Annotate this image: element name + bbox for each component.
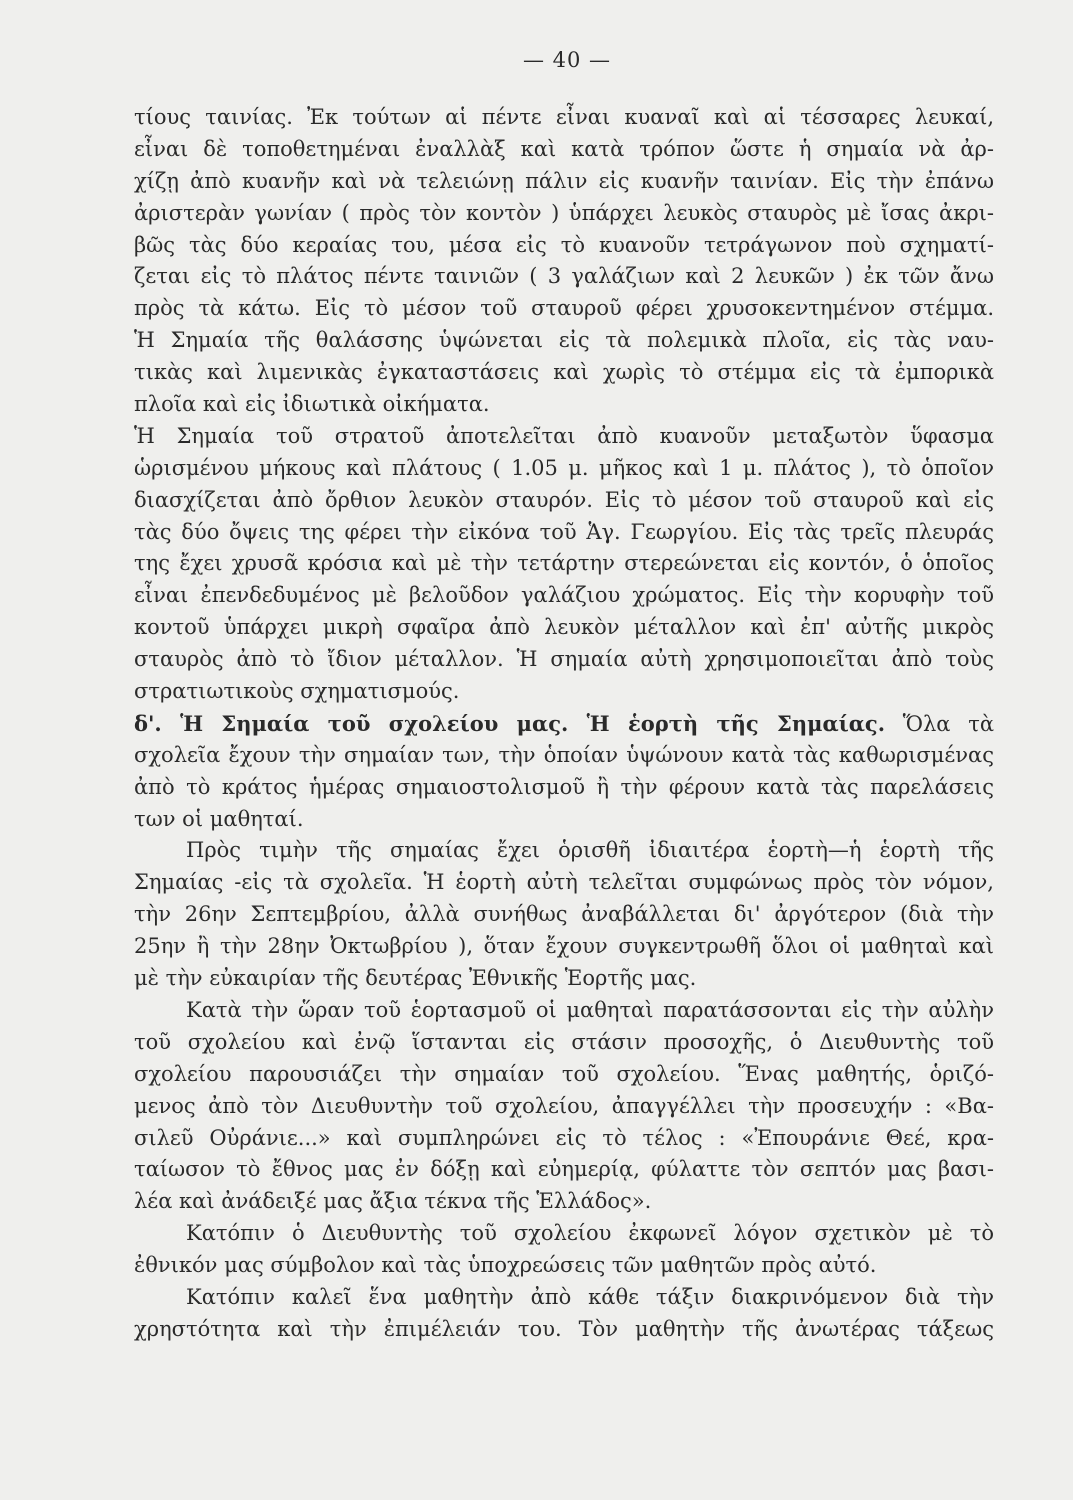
text-line: ἀπὸ τὸ κράτος ἡμέρας σημαιοστολισμοῦ ἢ τὴν φέρουν κατὰ τὰς παρελάσεις <box>134 774 994 799</box>
text-line: σταυρὸς ἀπὸ τὸ ἴδιον μέταλλον. Ἡ σημαία αὐτὴ χρησιμοποιεῖται ἀπὸ τοὺς <box>134 647 994 672</box>
text-line: μενος ἀπὸ τὸν Διευθυντὴν τοῦ σχολείου, ἀπαγγέλλει τὴν προσευχήν : «Βα- <box>134 1093 994 1118</box>
section-heading-line <box>134 708 994 740</box>
text-line: χρηστότητα καὶ τὴν ἐπιμέλειάν του. Τὸν μαθητὴν τῆς ἀνωτέρας τάξεως <box>134 1316 994 1341</box>
text-line: τὴν 26ην Σεπτεμβρίου, ἀλλὰ συνήθως ἀναβάλλεται δι' ἀργότερον (διὰ τὴν <box>134 902 994 927</box>
text-line: Πρὸς τιμὴν τῆς σημαίας ἔχει ὁρισθῆ ἰδιαιτέρα ἑορτὴ—ἡ ἑορτὴ τῆς <box>186 838 994 863</box>
text-line: της ἔχει χρυσᾶ κρόσια καὶ μὲ τὴν τετάρτην στερεώνεται εἰς κοντόν, ὁ ὁποῖος <box>134 551 994 576</box>
text-line: εἶναι δὲ τοποθετημέναι ἐναλλὰξ καὶ κατὰ τρόπον ὥστε ἡ σημαία νὰ ἀρ- <box>134 136 994 161</box>
text-line: ταίωσον τὸ ἔθνος μας ἐν δόξῃ καὶ εὐημερίᾳ, φύλαττε τὸν σεπτόν μας βασι- <box>134 1157 994 1182</box>
text-line: Κατόπιν καλεῖ ἕνα μαθητὴν ἀπὸ κάθε τάξιν διακρινόμενον διὰ τὴν <box>186 1284 994 1309</box>
text-line: σχολείου παρουσιάζει τὴν σημαίαν τοῦ σχολείου. Ἕνας μαθητής, ὁριζό- <box>134 1061 994 1086</box>
text-line: Ἡ Σημαία τοῦ στρατοῦ ἀποτελεῖται ἀπὸ κυανοῦν μεταξωτὸν ὕφασμα <box>134 423 994 448</box>
section-heading-continuation: Ὅλα τὰ <box>885 711 994 736</box>
text-line: Κατόπιν ὁ Διευθυντὴς τοῦ σχολείου ἐκφωνεῖ λόγον σχετικὸν μὲ τὸ <box>186 1221 994 1246</box>
text-line: σιλεῦ Οὐράνιε...» καὶ συμπληρώνει εἰς τὸ τέλος : «Ἐπουράνιε Θεέ, κρα- <box>134 1125 994 1150</box>
text-line: πρὸς τὰ κάτω. Εἰς τὸ μέσον τοῦ σταυροῦ φέρει χρυσοκεντημένον στέμμα. <box>134 296 994 321</box>
text-line: Σημαίας -εἰς τὰ σχολεῖα. Ἡ ἑορτὴ αὐτὴ τελεῖται συμφώνως πρὸς τὸν νόμον, <box>134 870 994 895</box>
text-line: σχολεῖα ἔχουν τὴν σημαίαν των, τὴν ὁποίαν ὑψώνουν κατὰ τὰς καθωρισμένας <box>134 742 994 767</box>
text-line: κοντοῦ ὑπάρχει μικρὴ σφαῖρα ἀπὸ λευκὸν μέταλλον καὶ ἐπ' αὐτῆς μικρὸς <box>134 615 994 640</box>
text-line: μὲ τὴν εὐκαιρίαν τῆς δευτέρας Ἐθνικῆς Ἑορτῆς μας. <box>134 966 697 991</box>
text-line: πλοῖα καὶ εἰς ἰδιωτικὰ οἰκήματα. <box>134 392 490 417</box>
text-line: τικὰς καὶ λιμενικὰς ἐγκαταστάσεις καὶ χωρὶς τὸ στέμμα εἰς τὰ ἐμπορικὰ <box>134 360 994 385</box>
text-line: διασχίζεται ἀπὸ ὄρθιον λευκὸν σταυρόν. Εἰς τὸ μέσον τοῦ σταυροῦ καὶ εἰς <box>134 487 994 512</box>
text-line: ὡρισμένου μήκους καὶ πλάτους ( 1.05 μ. μῆκος καὶ 1 μ. πλάτος ), τὸ ὁποῖον <box>134 455 994 480</box>
page-number: — 40 — <box>522 48 612 72</box>
text-line: χίζῃ ἀπὸ κυανῆν καὶ νὰ τελειώνῃ πάλιν εἰς κυανῆν ταινίαν. Εἰς τὴν ἐπάνω <box>134 168 994 193</box>
text-line: ζεται εἰς τὸ πλάτος πέντε ταινιῶν ( 3 γαλάζιων καὶ 2 λευκῶν ) ἐκ τῶν ἄνω <box>134 264 994 289</box>
text-line: Ἡ Σημαία τῆς θαλάσσης ὑψώνεται εἰς τὰ πολεμικὰ πλοῖα, εἰς τὰς ναυ- <box>134 328 994 353</box>
text-line: ἀριστερὰν γωνίαν ( πρὸς τὸν κοντὸν ) ὑπάρχει λευκὸς σταυρὸς μὲ ἴσας ἀκρι- <box>134 200 994 225</box>
text-line: των οἱ μαθηταί. <box>134 806 304 831</box>
text-line: στρατιωτικοὺς σχηματισμούς. <box>134 679 460 704</box>
section-heading: δ'. Ἡ Σημαία τοῦ σχολείου μας. Ἡ ἑορτὴ τῆς Σημαίας. <box>134 710 886 736</box>
text-line: ἐθνικόν μας σύμβολον καὶ τὰς ὑποχρεώσεις τῶν μαθητῶν πρὸς αὐτό. <box>134 1253 877 1278</box>
text-line: βῶς τὰς δύο κεραίας του, μέσα εἰς τὸ κυανοῦν τετράγωνον ποὺ σχηματί- <box>134 232 994 257</box>
text-line: τίους ταινίας. Ἐκ τούτων αἱ πέντε εἶναι κυαναῖ καὶ αἱ τέσσαρες λευκαί, <box>134 105 994 129</box>
text-line: τοῦ σχολείου καὶ ἐνῷ ἵστανται εἰς στάσιν προσοχῆς, ὁ Διευθυντὴς τοῦ <box>134 1029 994 1054</box>
text-line: τὰς δύο ὄψεις της φέρει τὴν εἰκόνα τοῦ Ἁγ. Γεωργίου. Εἰς τὰς τρεῖς πλευράς <box>134 519 994 544</box>
text-line: Κατὰ τὴν ὥραν τοῦ ἑορτασμοῦ οἱ μαθηταὶ παρατάσσονται εἰς τὴν αὐλὴν <box>186 997 994 1022</box>
text-line: εἶναι ἐπενδεδυμένος μὲ βελοῦδον γαλάζιου χρώματος. Εἰς τὴν κορυφὴν τοῦ <box>134 583 994 608</box>
body-text <box>134 102 994 1346</box>
text-line: 25ην ἢ τὴν 28ην Ὀκτωβρίου ), ὅταν ἔχουν συγκεντρωθῆ ὅλοι οἱ μαθηταὶ καὶ <box>134 934 994 959</box>
text-line: λέα καὶ ἀνάδειξέ μας ἄξια τέκνα τῆς Ἑλλάδος». <box>134 1189 652 1214</box>
